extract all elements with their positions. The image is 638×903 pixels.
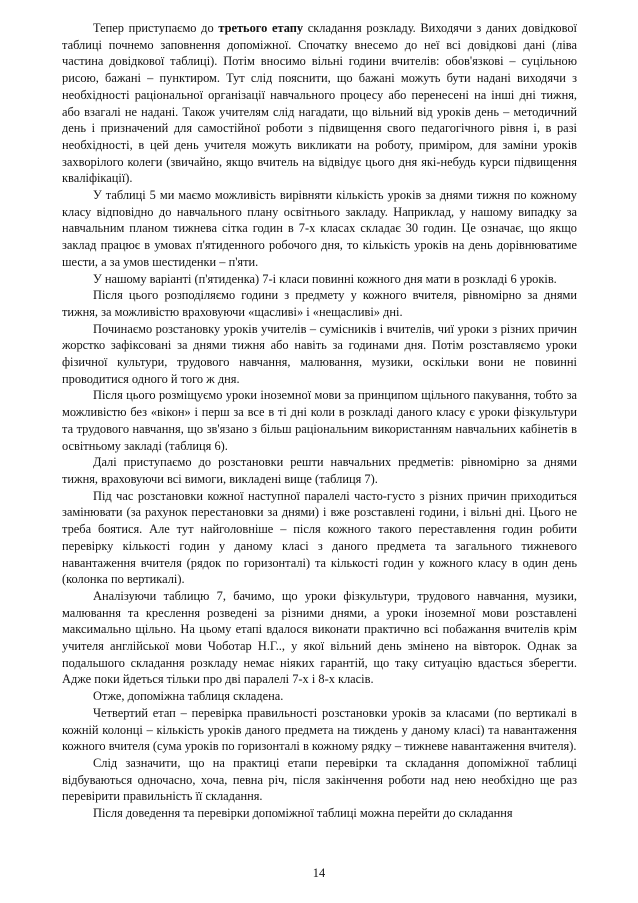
paragraph-foreign-language: Після цього розміщуємо уроки іноземної мови за принципом щільного пакування, тобто за можливістю без «вікон» і перш за все в ті дні коли в розкладі даного класу є уроки фізкультури та трудового навчання, що зв'язано з більш раціональним використанням навчальних кабінетів в освітньому закладі (таблиця 6).: [62, 388, 577, 453]
paragraph-continuation: Після доведення та перевірки допоміжної таблиці можна перейти до складання: [93, 806, 513, 821]
paragraph-next-parallel: Під час розстановки кожної наступної паралелі часто-густо з різних причин приходиться замінювати (за рахунок перестановки за днями) і вже розставлені години, і вільні дні. Цього не треба боятися. Але тут найголовніше – після кожного такого переставлення годин робити перевірку кількості годин у даному класі з даного предмета та загального тижневого навантаження вчителя (рядок по горизонталі) та кількості годин у кожного класу в один день (колонка по вертикалі).: [62, 488, 577, 587]
paragraph-table-7-analysis: Аналізуючи таблицю 7, бачимо, що уроки фізкультури, трудового навчання, музики, малювання та креслення розведені за різними днями, а уроки іноземної мови розставлені максимально щільно. На цьому етапі вдалося виконати практично всі побажання вчителів крім учителя англійської мови Чоботар Н.Г.., у якої вільний день змінено на вівторок. Однак за подальшого складання розкладу немає ніяких гарантій, що таку ситуацію вдасться зберегти. Адже поки йдеться тільки про дві паралелі 7-х і 8-х класів.: [62, 588, 577, 687]
document-page: [62, 20, 577, 822]
paragraph-practice-note: Слід зазначити, що на практиці етапи перевірки та складання допоміжної таблиці відбуваються одночасно, хоча, певна річ, після закінчення роботи над нею необхідно ще раз перевірити правильність її складання.: [62, 755, 577, 804]
page-number: 14: [312, 866, 326, 880]
paragraph-third-stage-bold: третього етапу: [218, 21, 304, 35]
paragraph-auxiliary-done: Отже, допоміжна таблиця складена.: [93, 689, 284, 704]
paragraph-fourth-stage: Четвертий етап – перевірка правильності розстановки уроків за класами (по вертикалі в кожній колонці – кількість уроків даного предмета на тиждень у даному класі) та навантаження кожного вчителя (сума уроків по горизонталі в кожному рядку – тижневе навантаження вчителя).: [62, 705, 577, 754]
paragraph-part-time-teachers: Починаємо розстановку уроків учителів – сумісників і вчителів, чиї уроки з різних причин жорстко зафіксовані за днями тижня або навіть за годинами дня. Потім розставляємо уроки фізичної культури, трудового навчання, малювання, музики, оскільки вони не повинні проводитися одного й того ж дня.: [62, 321, 577, 386]
paragraph-distribute-hours: Після цього розподіляємо години з предмету у кожного вчителя, рівномірно за днями тижня, за можливістю враховуючи «щасливі» і «нещасливі» дні.: [62, 288, 577, 319]
paragraph-remaining-subjects: Далі приступаємо до розстановки решти навчальних предметів: рівномірно за днями тижня, враховуючи всі вимоги, викладені вище (таблиця 7).: [62, 455, 577, 486]
paragraph-third-stage-intro: Тепер приступаємо до: [93, 21, 219, 35]
paragraph-table-5: У таблиці 5 ми маємо можливість вирівняти кількість уроків за днями тижня по кожному класу відповідно до навчального плану освітнього закладу. Наприклад, у нашому випадку за навчальним планом тижнева сітка годин в 7-х класах складає 30 годин. Це означає, що якщо заклад працює в умовах п'ятиденного робочого дня, то кількість уроків на день дорівнюватиме шести, а за умов шестиденки – п'яти.: [62, 188, 577, 269]
paragraph-third-stage-body: складання розкладу. Виходячи з даних довідкової таблиці почнемо заповнення допоміжної. Спочатку внесемо до неї всі довідкові дані (ліва частина довідкової таблиці). Потім вносимо вільні години вчителів: обов'язкові – суцільною рисою, бажані – пунктиром. Тут слід пояснити, що бажані можуть бути надані виходячи з необхідності раціональної організації навчального процесу або перенесені на інші дні тижня, або взагалі не надані. Також учителям слід нагадати, що вільний від уроків день – методичний день і призначений для самостійної роботи з підвищення свого педагогічного рівня і, в разі необхідності, в цей день учителя можуть викликати на роботу, приміром, для заміни уроків захворілого колеги (звичайно, якщо вчитель на відвідує цього дня які-небудь курси підвищення кваліфікації).: [62, 21, 577, 186]
paragraph-third-stage: [62, 20, 577, 187]
paragraph-five-day-week: У нашому варіанті (п'ятиденка) 7-і класи повинні кожного дня мати в розкладі 6 уроків.: [93, 271, 557, 286]
